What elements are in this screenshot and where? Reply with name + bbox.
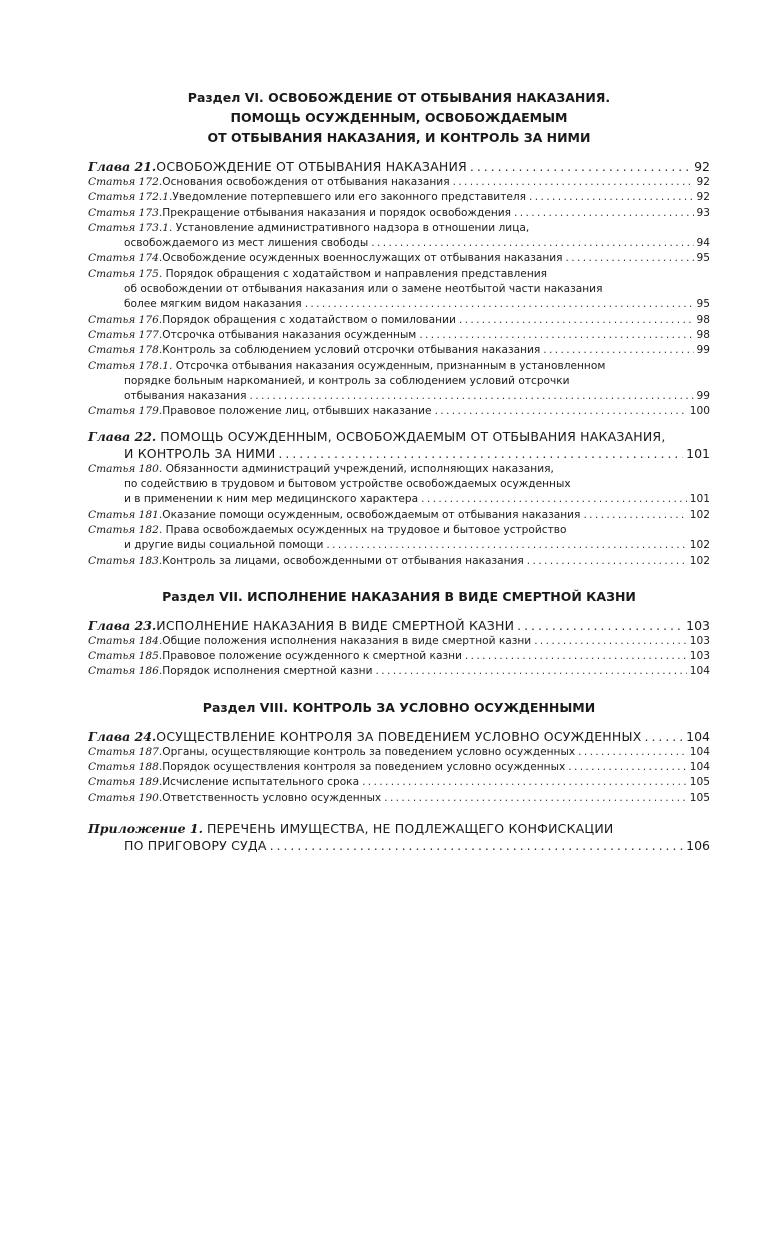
article-label: Статья 172.1. <box>88 191 173 204</box>
article-title: Отсрочка отбывания наказания осужденным <box>162 328 417 341</box>
article-entry[interactable] <box>88 404 710 419</box>
page-number: 102 <box>689 508 710 521</box>
article-title: Основания освобождения от отбывания наказания <box>162 176 450 188</box>
article-line <box>88 791 710 806</box>
dot-leader <box>578 745 687 760</box>
article-title: Порядок обращения с ходатайством и направления представления <box>165 267 547 280</box>
article-title: Прекращение отбывания наказания и порядок освобождения <box>162 206 512 219</box>
article-line <box>88 221 710 236</box>
page-number: 98 <box>696 328 710 341</box>
article-title: и в применении к ним мер медицинского характера <box>124 493 419 506</box>
article-line <box>88 175 710 190</box>
article-entry[interactable] <box>88 664 710 679</box>
page-number: 93 <box>696 206 710 219</box>
chapter-line <box>88 837 710 854</box>
dot-leader <box>566 251 694 266</box>
page-number: 95 <box>696 298 710 311</box>
article-entry[interactable] <box>88 775 710 790</box>
dot-leader <box>362 775 687 790</box>
table-of-contents <box>88 88 710 862</box>
dot-leader <box>270 837 684 854</box>
chapter-title: ОСВОБОЖДЕНИЕ ОТ ОТБЫВАНИЯ НАКАЗАНИЯ <box>156 159 467 174</box>
article-title: Контроль за лицами, освобожденными от отбывания наказания <box>162 554 524 567</box>
article-entry[interactable] <box>88 462 710 508</box>
page-number: 95 <box>696 252 710 265</box>
article-title: Общие положения исполнения наказания в виде смертной казни <box>162 634 532 647</box>
page-number: 105 <box>689 776 710 789</box>
article-label: Статья 173.1. <box>88 221 173 234</box>
article-entry[interactable] <box>88 791 710 806</box>
chapter-title: ПОМОЩЬ ОСУЖДЕННЫМ, ОСВОБОЖДАЕМЫМ ОТ ОТБЫВАНИЯ НАКАЗАНИЯ, <box>160 428 666 444</box>
page-number: 102 <box>689 554 710 567</box>
article-line <box>88 343 710 358</box>
dot-leader <box>583 508 686 523</box>
section-heading-line: Раздел VI. ОСВОБОЖДЕНИЕ ОТ ОТБЫВАНИЯ НАКАЗАНИЯ. <box>187 90 611 105</box>
section-heading <box>88 88 710 148</box>
article-title: отбывания наказания <box>124 390 247 403</box>
chapter-entry[interactable] <box>88 428 710 462</box>
page-number: 92 <box>696 176 710 188</box>
page-number: 100 <box>689 405 710 418</box>
dot-leader <box>305 297 694 312</box>
article-label: Статья 181. <box>88 508 163 521</box>
dot-leader <box>470 158 691 175</box>
section-heading-line: ПОМОЩЬ ОСУЖДЕННЫМ, ОСВОБОЖДАЕМЫМ <box>230 110 568 125</box>
chapter-label: Глава 23. <box>88 617 157 633</box>
article-title: Освобождение осужденных военнослужащих от отбывания наказания <box>162 252 563 265</box>
article-title: Уведомление потерпевшего или его законного представителя <box>172 191 527 204</box>
article-entry[interactable] <box>88 313 710 328</box>
article-title: Установление административного надзора в отношении лица, <box>175 221 530 234</box>
article-title: Отсрочка отбывания наказания осужденным, признанным в установленном <box>175 359 606 372</box>
article-label: Статья 179. <box>88 405 163 418</box>
chapter-group <box>88 158 710 420</box>
article-label: Статья 178. <box>88 344 163 357</box>
dot-leader <box>465 649 687 664</box>
dot-leader <box>529 190 693 205</box>
dot-leader <box>568 760 687 775</box>
article-line <box>88 760 710 775</box>
article-entry[interactable] <box>88 745 710 760</box>
article-entry[interactable] <box>88 343 710 358</box>
article-line <box>88 404 710 419</box>
dot-leader <box>453 175 694 190</box>
section-heading <box>88 587 710 607</box>
article-title: и другие виды социальной помощи <box>124 539 324 552</box>
article-entry[interactable] <box>88 359 710 405</box>
dot-leader <box>375 664 686 679</box>
dot-leader <box>384 791 687 806</box>
page-number: 104 <box>686 728 710 744</box>
article-title: Правовое положение лиц, отбывших наказание <box>162 405 432 418</box>
chapter-group <box>88 617 710 680</box>
chapter-title: ПО ПРИГОВОРУ СУДА <box>124 837 267 853</box>
article-label: Статья 174. <box>88 252 163 265</box>
page-number: 92 <box>694 159 710 174</box>
article-entry[interactable] <box>88 523 710 554</box>
page-number: 92 <box>696 191 710 204</box>
article-line <box>88 328 710 343</box>
dot-leader <box>278 445 683 462</box>
chapter-label: Глава 24. <box>88 728 157 744</box>
article-title: Обязанности администраций учреждений, исполняющих наказания, <box>165 462 554 475</box>
page-number: 101 <box>686 445 710 461</box>
article-line <box>88 745 710 760</box>
article-label: Статья 173. <box>88 206 163 219</box>
article-entry[interactable] <box>88 554 710 569</box>
article-entry[interactable] <box>88 206 710 221</box>
chapter-title: ИСПОЛНЕНИЕ НАКАЗАНИЯ В ВИДЕ СМЕРТНОЙ КАЗНИ <box>156 617 515 633</box>
chapter-entry[interactable] <box>88 728 710 745</box>
article-title: Порядок осуществления контроля за поведением условно осужденных <box>162 761 566 774</box>
chapter-label: Глава 21. <box>88 159 157 174</box>
page-number: 98 <box>696 313 710 326</box>
dot-leader <box>534 634 687 649</box>
article-label: Статья 183. <box>88 554 163 567</box>
article-label: Статья 189. <box>88 776 163 789</box>
article-title: Правовое положение осужденного к смертной казни <box>162 650 462 663</box>
article-line <box>88 267 710 282</box>
section-heading-line: Раздел VII. ИСПОЛНЕНИЕ НАКАЗАНИЯ В ВИДЕ СМЕРТНОЙ КАЗНИ <box>162 588 636 604</box>
dot-leader <box>543 343 693 358</box>
dot-leader <box>421 492 687 507</box>
section-heading-line: ОТ ОТБЫВАНИЯ НАКАЗАНИЯ, И КОНТРОЛЬ ЗА НИМИ <box>207 130 591 145</box>
page-number: 94 <box>696 237 710 250</box>
article-title: Порядок обращения с ходатайством о помиловании <box>162 313 456 326</box>
article-line <box>88 236 710 251</box>
article-line <box>88 389 710 404</box>
article-line <box>88 664 710 679</box>
dot-leader <box>371 236 693 251</box>
article-line <box>88 649 710 664</box>
page-number: 99 <box>696 390 710 403</box>
article-entry[interactable] <box>88 267 710 313</box>
article-label: Статья 190. <box>88 791 163 804</box>
article-label: Статья 177. <box>88 328 163 341</box>
article-title: Контроль за соблюдением условий отсрочки отбывания наказания <box>162 344 541 357</box>
article-entry[interactable] <box>88 760 710 775</box>
chapter-entry[interactable] <box>88 617 710 634</box>
dot-leader <box>517 617 683 634</box>
dot-leader <box>326 538 686 553</box>
article-title: Порядок исполнения смертной казни <box>162 665 373 678</box>
dot-leader <box>514 206 693 221</box>
page-number: 106 <box>686 837 710 853</box>
article-line <box>88 190 710 205</box>
chapter-line <box>88 728 710 745</box>
chapter-title: ОСУЩЕСТВЛЕНИЕ КОНТРОЛЯ ЗА ПОВЕДЕНИЕМ УСЛОВНО ОСУЖДЕННЫХ <box>156 728 642 744</box>
article-line <box>88 538 710 553</box>
article-entry[interactable] <box>88 328 710 343</box>
dot-leader <box>435 404 687 419</box>
chapter-line <box>88 617 710 634</box>
page-number: 102 <box>689 539 710 552</box>
article-line <box>88 523 710 538</box>
chapter-line <box>88 820 710 837</box>
page-number: 105 <box>689 791 710 804</box>
article-title: Исчисление испытательного срока <box>162 776 360 789</box>
article-line <box>88 477 710 492</box>
chapter-title: И КОНТРОЛЬ ЗА НИМИ <box>124 445 276 461</box>
article-title: об освобождении от отбывания наказания или о замене неотбытой части наказания <box>124 283 603 296</box>
article-label: Статья 175. <box>88 267 163 280</box>
article-title: Органы, осуществляющие контроль за поведением условно осужденных <box>162 745 576 758</box>
article-label: Статья 182. <box>88 523 163 536</box>
article-line <box>88 206 710 221</box>
article-entry[interactable] <box>88 649 710 664</box>
article-line <box>88 282 710 297</box>
section-heading <box>88 698 710 718</box>
chapter-line <box>88 158 710 175</box>
article-title: более мягким видом наказания <box>124 298 302 311</box>
article-line <box>88 508 710 523</box>
article-title: Права освобождаемых осужденных на трудовое и бытовое устройство <box>165 523 567 536</box>
article-line <box>88 374 710 389</box>
section-heading-line: Раздел VIII. КОНТРОЛЬ ЗА УСЛОВНО ОСУЖДЕННЫМИ <box>202 699 596 715</box>
article-label: Статья 176. <box>88 313 163 326</box>
article-line <box>88 492 710 507</box>
article-label: Статья 185. <box>88 650 163 663</box>
chapter-line <box>88 428 710 445</box>
article-line <box>88 359 710 374</box>
article-label: Статья 184. <box>88 634 163 647</box>
article-entry[interactable] <box>88 251 710 266</box>
article-title: Ответственность условно осужденных <box>162 791 382 804</box>
chapter-group <box>88 728 710 806</box>
page-number: 103 <box>686 617 710 633</box>
article-label: Статья 187. <box>88 745 163 758</box>
article-line <box>88 554 710 569</box>
chapter-group <box>88 428 710 569</box>
article-entry[interactable] <box>88 175 710 190</box>
article-entry[interactable] <box>88 221 710 252</box>
article-label: Статья 172. <box>88 176 163 188</box>
article-line <box>88 297 710 312</box>
dot-leader <box>459 313 694 328</box>
chapter-title: ПЕРЕЧЕНЬ ИМУЩЕСТВА, НЕ ПОДЛЕЖАЩЕГО КОНФИСКАЦИИ <box>206 820 614 836</box>
article-title: освобождаемого из мест лишения свободы <box>124 237 369 250</box>
article-label: Статья 180. <box>88 462 163 475</box>
article-line <box>88 634 710 649</box>
page-number: 104 <box>689 745 710 758</box>
article-entry[interactable] <box>88 634 710 649</box>
chapter-entry[interactable] <box>88 158 710 175</box>
article-title: Оказание помощи осужденным, освобождаемым от отбывания наказания <box>162 508 581 521</box>
chapter-label: Глава 22. <box>88 428 157 444</box>
chapter-label: Приложение 1. <box>88 820 203 836</box>
dot-leader <box>527 554 687 569</box>
article-title: порядке больным наркоманией, и контроль за соблюдением условий отсрочки <box>124 374 570 387</box>
article-label: Статья 188. <box>88 761 163 774</box>
chapter-line <box>88 445 710 462</box>
article-line <box>88 313 710 328</box>
page-number: 101 <box>689 493 710 506</box>
page-number: 103 <box>689 634 710 647</box>
chapter-group <box>88 820 710 854</box>
dot-leader <box>645 728 684 745</box>
article-label: Статья 178.1. <box>88 359 173 372</box>
dot-leader <box>419 328 693 343</box>
chapter-entry[interactable] <box>88 820 710 854</box>
article-entry[interactable] <box>88 508 710 523</box>
article-entry[interactable] <box>88 190 710 205</box>
page-number: 104 <box>689 665 710 678</box>
article-title: по содействию в трудовом и бытовом устройстве освобождаемых осужденных <box>124 478 571 491</box>
article-line <box>88 462 710 477</box>
article-line <box>88 251 710 266</box>
page-number: 104 <box>689 761 710 774</box>
article-label: Статья 186. <box>88 665 163 678</box>
dot-leader <box>249 389 693 404</box>
page-number: 99 <box>696 344 710 357</box>
article-line <box>88 775 710 790</box>
page-number: 103 <box>689 650 710 663</box>
